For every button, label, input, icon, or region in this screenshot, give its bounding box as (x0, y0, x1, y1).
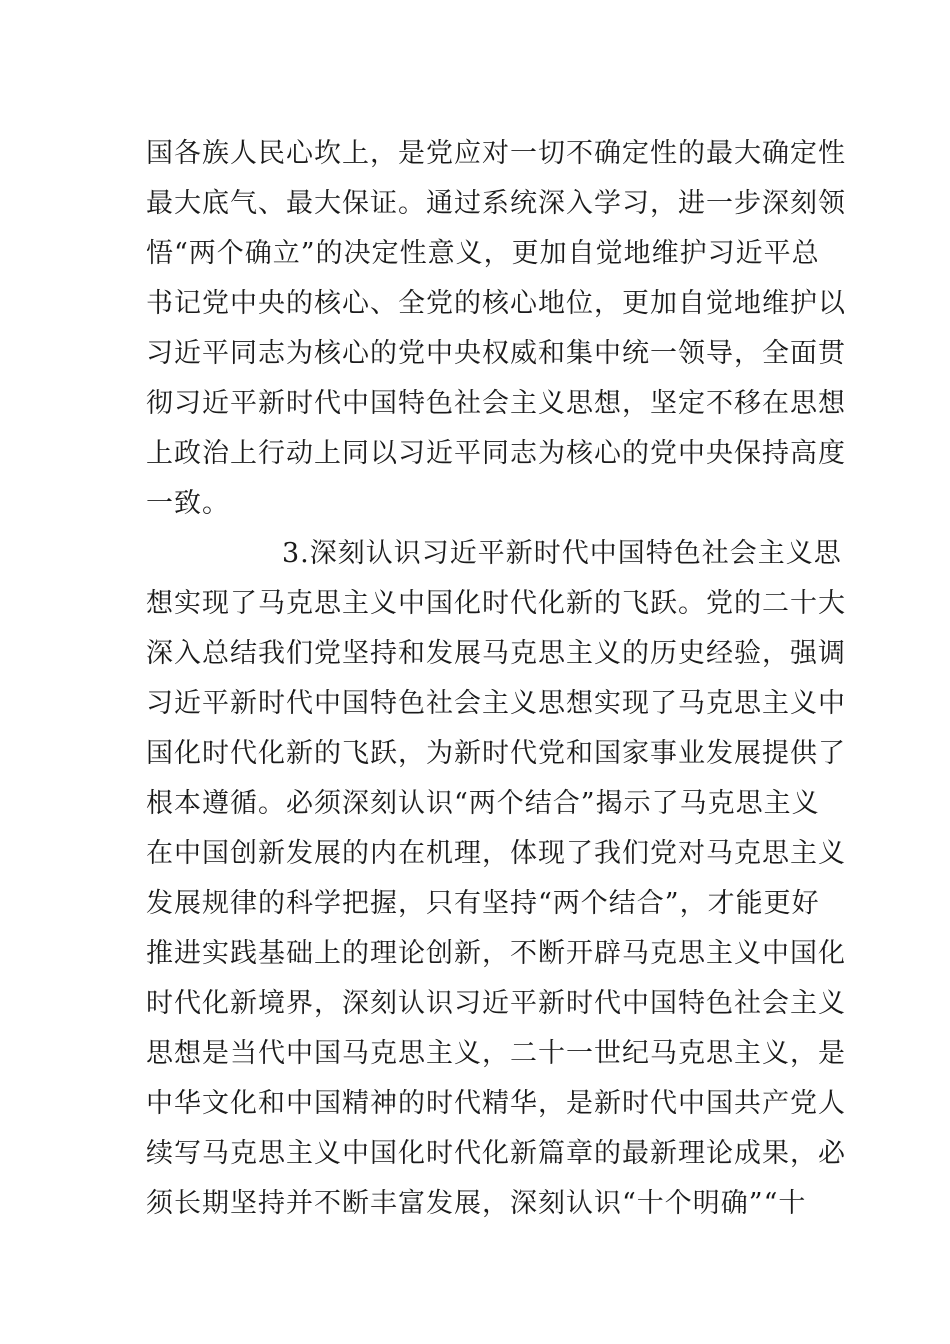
text-line: 书记党中央的核心、全党的核心地位，更加自觉地维护以 (146, 288, 846, 319)
text-line: 根本遵循。必须深刻认识“两个结合”揭示了马克思主义 (146, 788, 820, 819)
text-line: 习近平同志为核心的党中央权威和集中统一领导，全面贯 (146, 338, 846, 369)
text-line: 深入总结我们党坚持和发展马克思主义的历史经验，强调 (146, 638, 846, 669)
text-line: 国化时代化新的飞跃，为新时代党和国家事业发展提供了 (146, 738, 846, 769)
text-line: 习近平新时代中国特色社会主义思想实现了马克思主义中 (146, 688, 846, 719)
text-line: 悟“两个确立”的决定性意义，更加自觉地维护习近平总 (146, 238, 820, 269)
text-line: 续写马克思主义中国化时代化新篇章的最新理论成果，必 (146, 1138, 846, 1169)
text-line: 须长期坚持并不断丰富发展，深刻认识“十个明确”“十 (146, 1188, 807, 1219)
text-line: 一致。 (146, 488, 230, 519)
text-line: 上政治上行动上同以习近平同志为核心的党中央保持高度 (146, 438, 846, 469)
body-text (146, 129, 846, 1229)
text-line: 彻习近平新时代中国特色社会主义思想，坚定不移在思想 (146, 388, 846, 419)
text-line: 想实现了马克思主义中国化时代化新的飞跃。党的二十大 (146, 588, 846, 619)
section-heading-line: 3.深刻认识习近平新时代中国特色社会主义思 (282, 538, 842, 569)
text-line: 推进实践基础上的理论创新，不断开辟马克思主义中国化 (146, 938, 846, 969)
text-line: 发展规律的科学把握，只有坚持“两个结合”，才能更好 (146, 888, 820, 919)
text-line: 思想是当代中国马克思主义，二十一世纪马克思主义，是 (146, 1038, 846, 1069)
text-line: 国各族人民心坎上，是党应对一切不确定性的最大确定性 (146, 138, 846, 169)
text-line: 最大底气、最大保证。通过系统深入学习，进一步深刻领 (146, 188, 846, 219)
text-line: 在中国创新发展的内在机理，体现了我们党对马克思主义 (146, 838, 846, 869)
text-line: 时代化新境界，深刻认识习近平新时代中国特色社会主义 (146, 988, 846, 1019)
text-line: 中华文化和中国精神的时代精华，是新时代中国共产党人 (146, 1088, 846, 1119)
